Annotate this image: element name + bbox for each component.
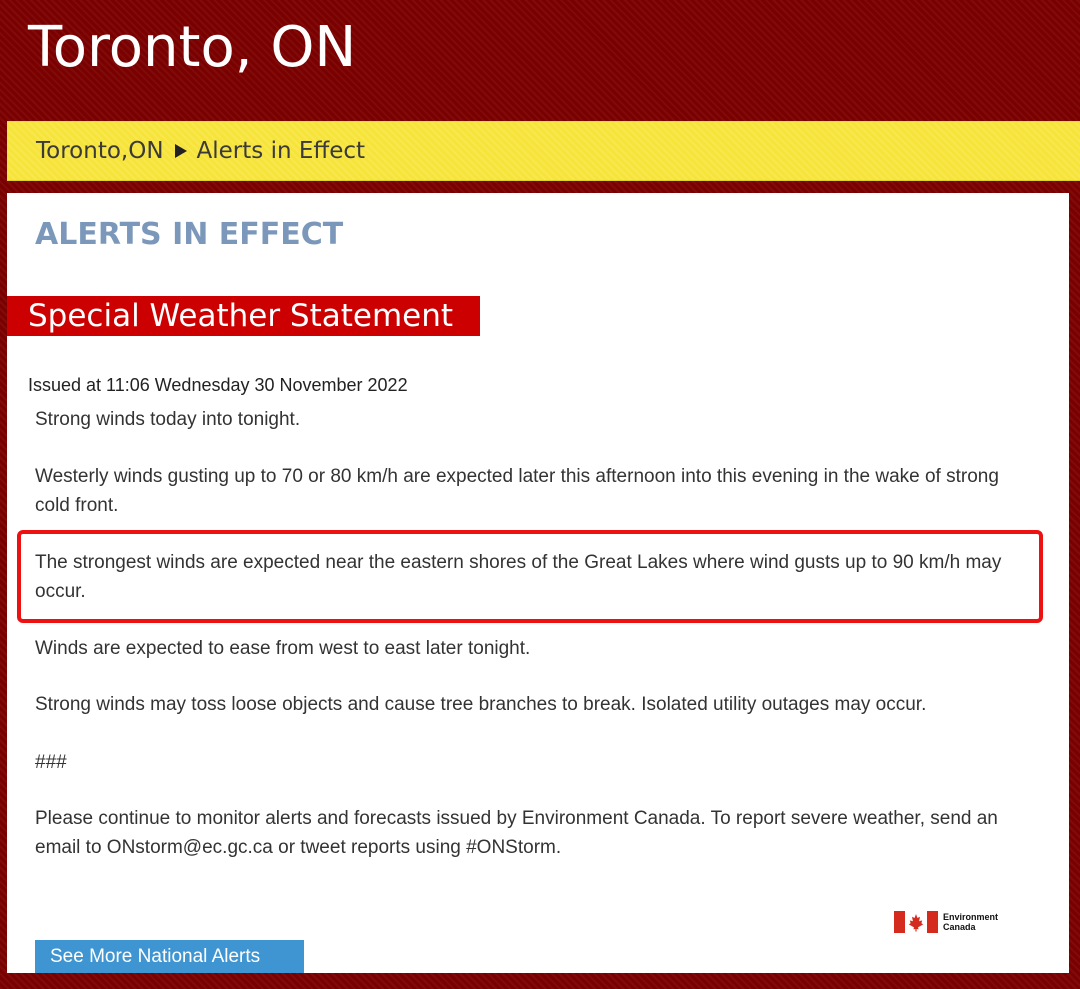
alert-paragraph-end-marker: ###	[35, 752, 67, 773]
alert-paragraph-impacts: Strong winds may toss loose objects and cause tree branches to break. Isolated utility outages may occur.	[35, 694, 927, 715]
see-more-national-alerts-button[interactable]: See More National Alerts	[35, 940, 304, 973]
breadcrumb-arrow-icon	[175, 144, 187, 158]
breadcrumb-bar	[7, 121, 1080, 181]
breadcrumb	[36, 122, 365, 180]
environment-canada-wordmark	[943, 912, 998, 932]
alert-paragraph-strongest-winds: The strongest winds are expected near the eastern shores of the Great Lakes where wind gusts up to 90 km/h may occur.	[35, 552, 1002, 602]
alert-type-banner: Special Weather Statement	[7, 296, 480, 336]
highlight-annotation-box	[17, 530, 1043, 623]
city-title: Toronto, ON	[28, 15, 357, 80]
alert-paragraph-summary: Strong winds today into tonight.	[35, 409, 301, 430]
logo-line-canada: Canada	[943, 922, 976, 932]
alert-paragraph-westerly-winds: Westerly winds gusting up to 70 or 80 km/h are expected later this afternoon into this evening in the wake of strong cold front.	[35, 466, 999, 516]
logo-line-environment: Environment	[943, 912, 999, 922]
canada-flag-icon	[894, 911, 938, 933]
environment-canada-logo	[894, 911, 998, 933]
alert-paragraph-easing: Winds are expected to ease from west to east later tonight.	[35, 638, 531, 659]
page-header	[0, 0, 1080, 120]
issued-timestamp: Issued at 11:06 Wednesday 30 November 2022	[28, 375, 408, 395]
section-heading: ALERTS IN EFFECT	[35, 217, 344, 252]
breadcrumb-item-city[interactable]: Toronto,ON	[36, 138, 164, 164]
content-panel	[7, 193, 1069, 973]
breadcrumb-item-alerts: Alerts in Effect	[196, 138, 366, 164]
alert-paragraph-monitor: Please continue to monitor alerts and forecasts issued by Environment Canada. To report severe weather, send an email to ONstorm@ec.gc.ca or tweet reports using #ONStorm.	[35, 808, 998, 858]
